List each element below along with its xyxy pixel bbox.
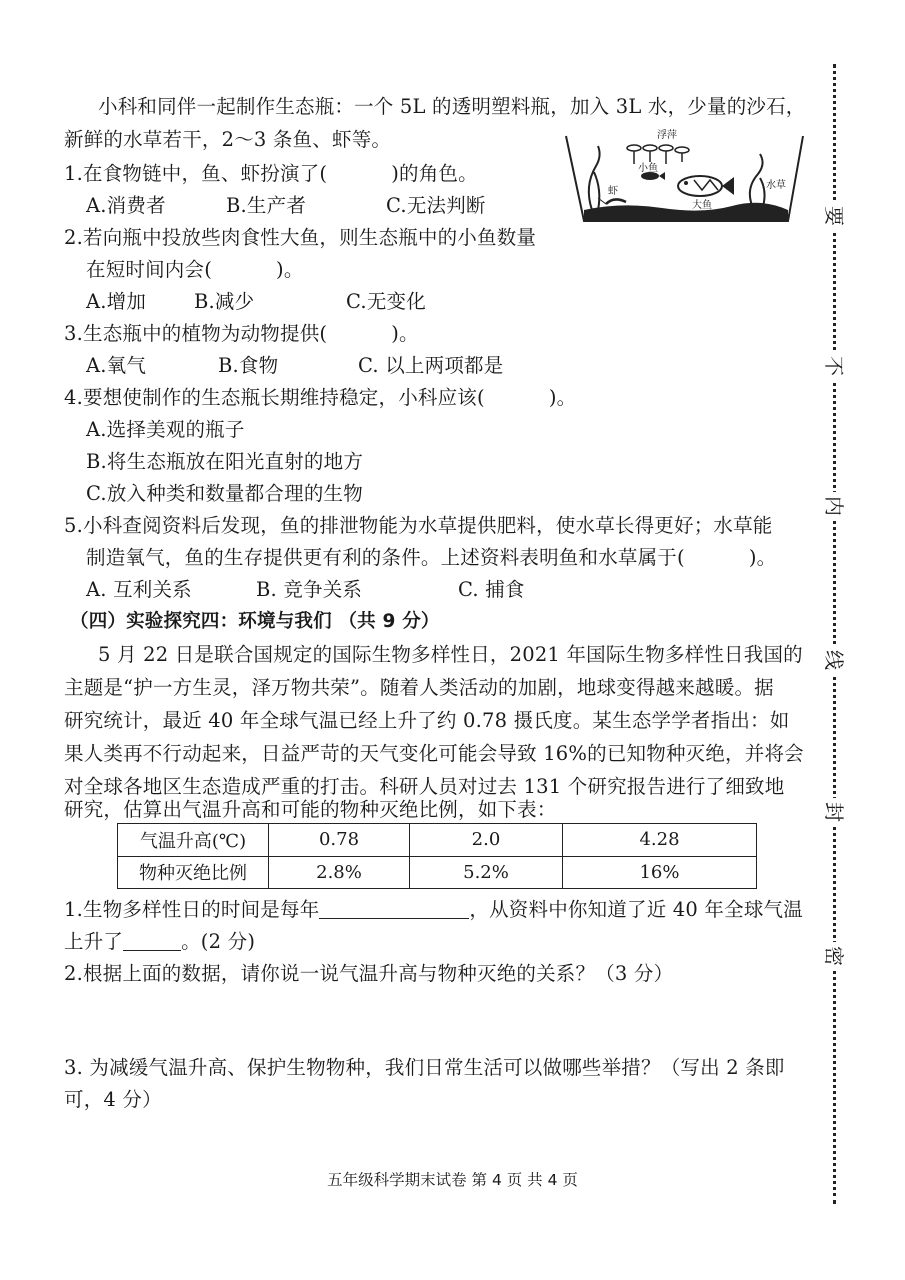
q2-option-a: A.增加 <box>86 290 147 313</box>
q4-option-a: A.选择美观的瓶子 <box>86 418 245 441</box>
section-4-para-line-4: 果人类再不行动起来，日益严苛的天气变化可能会导致 16%的已知物种灭绝，并将会 <box>64 742 804 765</box>
q5-option-c: C. 捕食 <box>458 578 525 601</box>
page-footer: 五年级科学期末试卷 第 4 页 共 4 页 <box>327 1171 578 1189</box>
q2-option-c: C.无变化 <box>346 290 426 313</box>
q1-option-b: B.生产者 <box>226 194 307 217</box>
section-4-para-line-5: 对全球各地区生态造成严重的打击。科研人员对过去 131 个研究报告进行了细致地 <box>64 775 785 798</box>
q3-option-b: B.食物 <box>218 354 279 377</box>
intro-line-1: 小科和同伴一起制作生态瓶：一个 5L 的透明塑料瓶，加入 3L 水，少量的沙石， <box>98 95 806 118</box>
cut-line-char: 密 <box>820 942 848 970</box>
q5-option-a: A. 互利关系 <box>86 578 192 601</box>
cut-line-char: 线 <box>820 646 848 674</box>
s4-q1-line-1: 1.生物多样性日的时间是每年 ，从资料中你知道了近 40 年全球气温 <box>64 898 803 921</box>
q4-stem: 4.要想使制作的生态瓶长期维持稳定，小科应该( )。 <box>64 386 577 409</box>
section-4-para-line-1: 5 月 22 日是联合国规定的国际生物多样性日，2021 年国际生物多样性日我国的 <box>98 643 803 666</box>
table-cell: 16% <box>563 856 757 889</box>
table-cell: 气温升高(℃) <box>118 824 269 857</box>
s4-q2-stem: 2.根据上面的数据，请你说一说气温升高与物种灭绝的关系？（3 分） <box>64 962 674 985</box>
q1-option-c: C.无法判断 <box>386 194 486 217</box>
q3-option-c: C. 以上两项都是 <box>358 354 504 377</box>
temperature-extinction-table <box>117 823 757 889</box>
label-shrimp: 虾 <box>608 186 618 197</box>
table-cell: 2.0 <box>410 824 563 857</box>
intro-line-2: 新鲜的水草若干，2～3 条鱼、虾等。 <box>64 128 392 151</box>
table-row <box>118 824 757 857</box>
q3-stem: 3.生态瓶中的植物为动物提供( )。 <box>64 322 419 345</box>
s4-q1-date-blank[interactable] <box>319 898 469 919</box>
q5-option-b: B. 竞争关系 <box>256 578 363 601</box>
big-fish-shape <box>678 176 734 196</box>
q4-option-c: C.放入种类和数量都合理的生物 <box>86 482 363 505</box>
s4-q1-temp-blank[interactable] <box>123 930 181 951</box>
binding-cut-line <box>833 64 836 1204</box>
table-cell: 4.28 <box>563 824 757 857</box>
duckweed-shape <box>627 145 689 164</box>
section-4-title: （四）实验探究四：环境与我们 （共 9 分） <box>70 611 440 632</box>
section-4-para-line-2: 主题是“护一方生灵，泽万物共荣”。随着人类活动的加剧，地球变得越来越暖。据 <box>64 676 774 699</box>
label-water-plant: 水草 <box>766 180 786 191</box>
table-cell: 0.78 <box>269 824 410 857</box>
cut-line-char: 封 <box>820 798 848 826</box>
q4-option-b: B.将生态瓶放在阳光直射的地方 <box>86 450 364 473</box>
table-row <box>118 856 757 889</box>
eco-bottle-illustration <box>562 126 807 226</box>
label-duckweed: 浮萍 <box>657 130 677 141</box>
label-small-fish: 小鱼 <box>638 163 658 174</box>
table-cell: 物种灭绝比例 <box>118 856 269 889</box>
q2-option-b: B.减少 <box>194 290 255 313</box>
s4-q1-line-2: 上升了 。(2 分) <box>64 930 256 953</box>
cut-line-char: 内 <box>820 492 848 520</box>
table-cell: 5.2% <box>410 856 563 889</box>
s4-q3-line-1: 3. 为减缓气温升高、保护生物物种，我们日常生活可以做哪些举措？（写出 2 条即 <box>64 1056 785 1079</box>
cut-line-char: 不 <box>820 352 848 380</box>
cut-line-char: 要 <box>820 202 848 230</box>
q1-option-a: A.消费者 <box>86 194 166 217</box>
q5-stem-line-1: 5.小科查阅资料后发现，鱼的排泄物能为水草提供肥料，使水草长得更好；水草能 <box>64 514 773 537</box>
section-4-para-line-6: 研究，估算出气温升高和可能的物种灭绝比例，如下表： <box>64 798 557 821</box>
shrimp-shape <box>598 198 626 204</box>
s4-q3-line-2: 可，4 分） <box>64 1088 162 1111</box>
q3-option-a: A.氧气 <box>86 354 147 377</box>
q5-stem-line-2: 制造氧气，鱼的生存提供更有利的条件。上述资料表明鱼和水草属于( )。 <box>86 546 777 569</box>
label-big-fish: 大鱼 <box>692 200 712 211</box>
section-4-para-line-3: 研究统计，最近 40 年全球气温已经上升了约 0.78 摄氏度。某生态学学者指出：如 <box>64 709 790 732</box>
q1-stem: 1.在食物链中，鱼、虾扮演了( )的角色。 <box>64 162 478 185</box>
table-cell: 2.8% <box>269 856 410 889</box>
q2-stem-line-2: 在短时间内会( )。 <box>86 258 304 281</box>
q2-stem-line-1: 2.若向瓶中投放些肉食性大鱼，则生态瓶中的小鱼数量 <box>64 226 537 249</box>
